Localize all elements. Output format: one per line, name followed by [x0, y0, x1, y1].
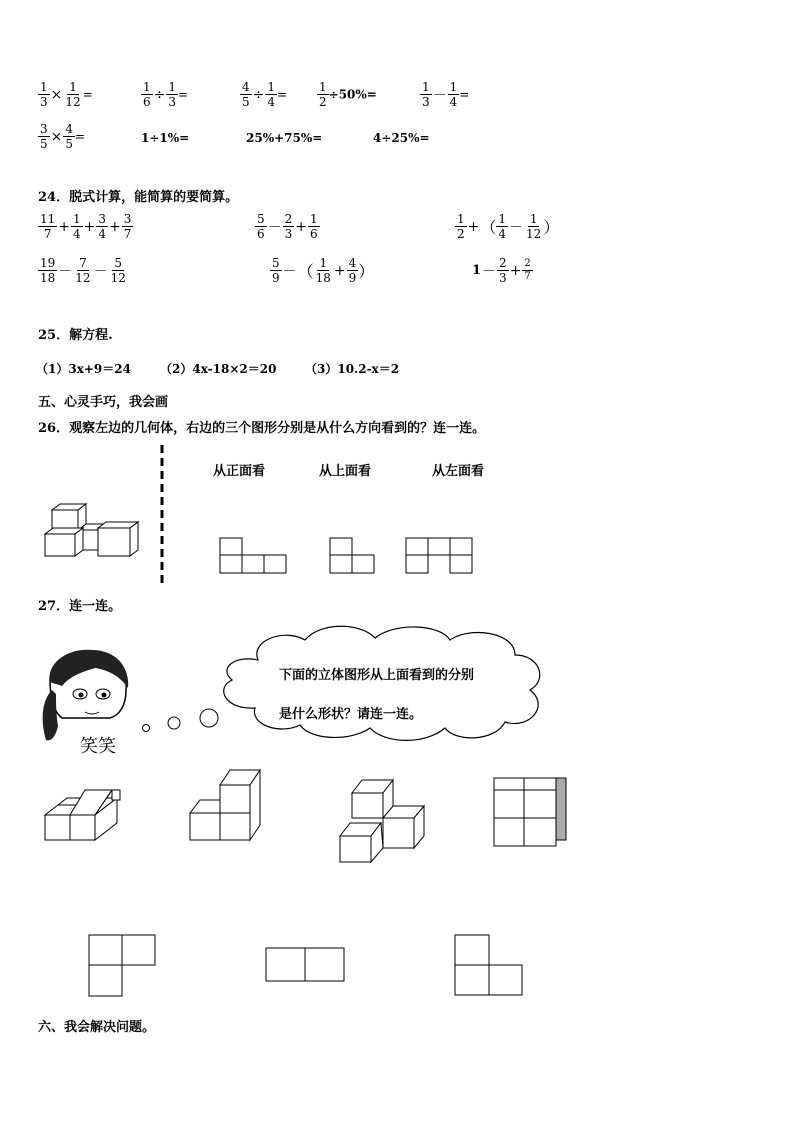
question-25-title: 25．解方程.: [38, 328, 113, 343]
question-24-title: 24．脱式计算，能简算的要简算。: [38, 190, 239, 205]
top-view-shape-2: [266, 948, 344, 981]
q24-expr-6: 1－ $\frac{2}{3}$ + $\frac{2}{7}$: [472, 256, 531, 285]
section-6-heading: 六、我会解决问题。: [38, 1020, 156, 1035]
bubble-text-line-2: 是什么形状？请连一连。: [279, 707, 423, 722]
calc-row2-3: 25%+75%=: [246, 131, 323, 145]
calc-row2-4: 4÷25%=: [373, 131, 430, 145]
label-top-view: 从上面看: [319, 464, 372, 479]
solid-3: [340, 780, 424, 862]
top-view-shape-3: [455, 935, 522, 995]
q25-equation-1: （1）3x+9＝24: [36, 362, 131, 376]
q24-expr-1: $\frac{11}{7}$ + $\frac{1}{4}$ + $\frac{3}{4}$ + $\frac{3}{7}$: [40, 212, 132, 241]
calc-row1-2: $\frac{1}{6}$ ÷ $\frac{1}{3}$ =: [143, 80, 189, 109]
calc-row1-5: $\frac{1}{3}$ － $\frac{1}{4}$ =: [422, 80, 470, 109]
calc-row1-3: $\frac{4}{5}$ ÷ $\frac{1}{4}$ =: [242, 80, 288, 109]
solid-1: [45, 790, 120, 840]
solid-4: [494, 778, 566, 846]
calc-row1-1: $\frac{1}{3}$ × $\frac{1}{12}$ =: [40, 80, 93, 109]
bubble-text-line-1: 下面的立体图形从上面看到的分别: [279, 668, 475, 683]
thought-dot-small: [143, 725, 150, 732]
section-5-heading: 五、心灵手巧，我会画: [38, 395, 169, 410]
thought-dot-medium: [168, 717, 180, 729]
q25-equation-3: （3）10.2-x＝2: [305, 362, 400, 376]
thought-dot-large: [200, 709, 218, 727]
calc-row2-2: 1÷1%=: [141, 131, 190, 145]
question-26-title: 26．观察左边的几何体，右边的三个图形分别是从什么方向看到的？连一连。: [38, 421, 486, 436]
fraction: $\frac{1}{3}$: [40, 80, 48, 109]
girl-cartoon: [43, 650, 129, 741]
label-front-view: 从正面看: [213, 464, 266, 479]
question-27-title: 27．连一连。: [38, 599, 122, 614]
cloud-speech-bubble: [224, 626, 540, 740]
q24-expr-2: $\frac{5}{6}$ － $\frac{2}{3}$ + $\frac{1}{6}$: [257, 212, 318, 241]
calc-row1-4: $\frac{1}{2}$ ÷50%=: [319, 80, 377, 109]
fraction: $\frac{1}{12}$: [65, 80, 81, 109]
q24-expr-4: $\frac{19}{18}$ － $\frac{7}{12}$ － $\frac{5}{12}$: [40, 256, 126, 285]
q24-expr-3: $\frac{1}{2}$ +（ $\frac{1}{4}$ － $\frac{1}{12}$ ）: [457, 212, 560, 241]
label-left-view: 从左面看: [432, 464, 485, 479]
solid-2: [190, 770, 260, 840]
top-view-shape-1: [89, 935, 155, 996]
calc-row2-1: $\frac{3}{5}$ × $\frac{4}{5}$ =: [40, 122, 86, 151]
q24-expr-5: $\frac{5}{9}$ －（ $\frac{1}{18}$ + $\frac{4}{9}$ ）: [272, 256, 375, 285]
girl-name-label: 笑笑: [80, 736, 116, 757]
q25-equation-2: （2）4x-18×2＝20: [160, 362, 277, 376]
